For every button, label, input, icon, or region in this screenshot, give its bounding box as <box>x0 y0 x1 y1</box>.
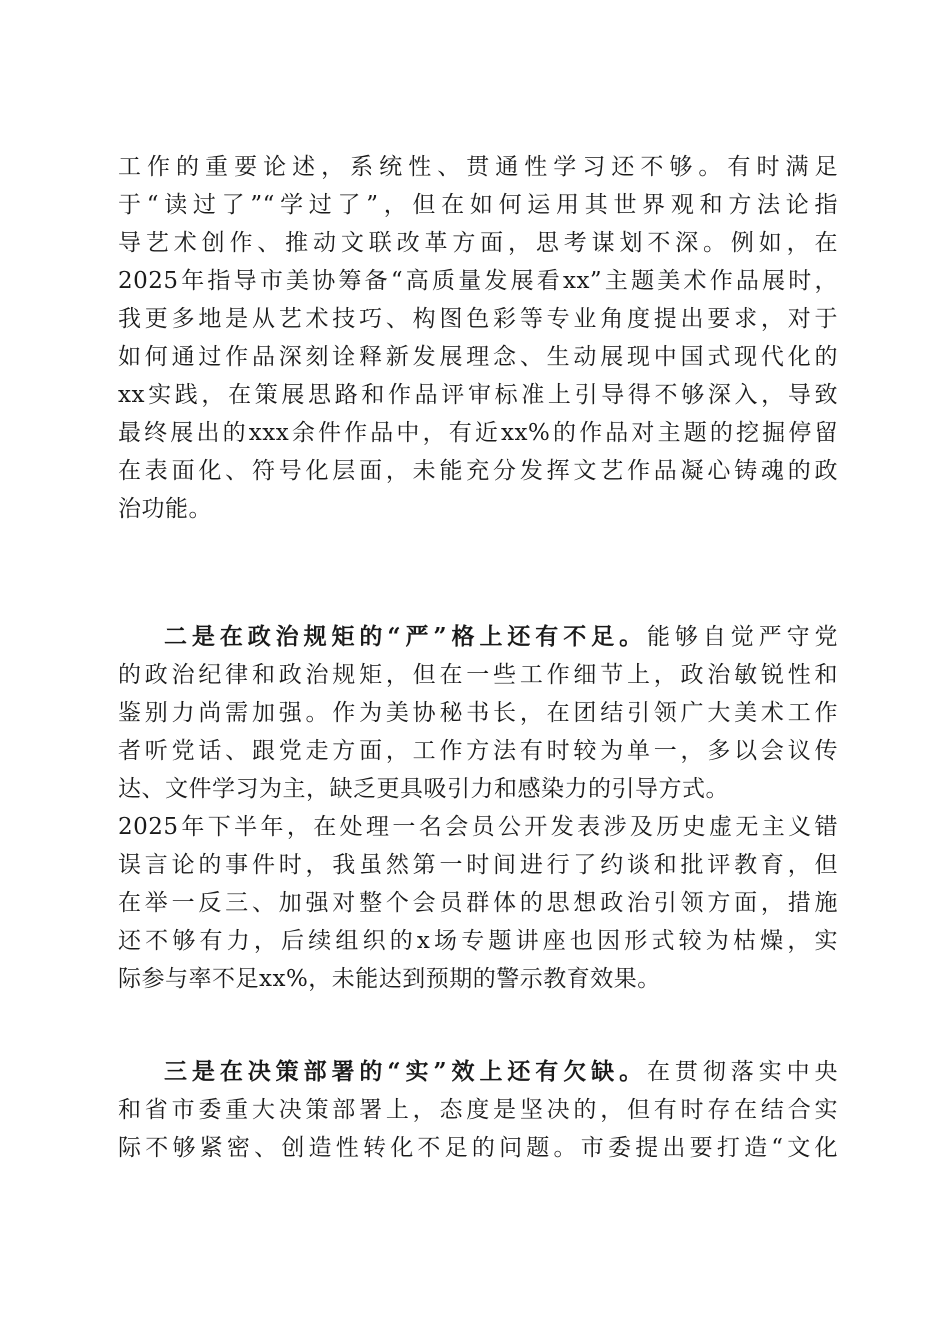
text-line: 在举一反三、加强对整个会员群体的思想政治引领方面，措施 <box>118 890 838 916</box>
text-line: 误言论的事件时，我虽然第一时间进行了约谈和批评教育，但 <box>118 852 838 878</box>
paragraph-first-line <box>118 618 838 656</box>
paragraph-3 <box>118 1053 838 1167</box>
text-line: 际不够紧密、创造性转化不足的问题。市委提出要打造“文化 <box>118 1135 838 1161</box>
text-line: 达、文件学习为主，缺乏更具吸引力和感染力的引导方式。 <box>118 776 729 802</box>
paragraph-2 <box>118 618 838 998</box>
text-line: 于“读过了”“学过了”，但在如何运用其世界观和方法论指 <box>118 192 838 218</box>
text-line: 治功能。 <box>118 496 212 522</box>
paragraph-first-line <box>118 1053 838 1091</box>
paragraph-heading: 二是在政治规矩的“严”格上还有不足。 <box>164 623 647 650</box>
text-line: 还不够有力，后续组织的x场专题讲座也因形式较为枯燥，实 <box>118 928 838 954</box>
text-line: 如何通过作品深刻诠释新发展理念、生动展现中国式现代化的 <box>118 344 838 370</box>
text-line: 我更多地是从艺术技巧、构图色彩等专业角度提出要求，对于 <box>118 306 838 332</box>
text-line: xx实践，在策展思路和作品评审标准上引导得不够深入，导致 <box>118 382 838 408</box>
text-line: 工作的重要论述，系统性、贯通性学习还不够。有时满足 <box>118 154 838 180</box>
text-line: 的政治纪律和政治规矩，但在一些工作细节上，政治敏锐性和 <box>118 662 838 688</box>
text-line: 在表面化、符号化层面，未能充分发挥文艺作品凝心铸魂的政 <box>118 458 838 484</box>
text-line: 者听党话、跟党走方面，工作方法有时较为单一，多以会议传 <box>118 738 838 764</box>
text-line: 和省市委重大决策部署上，态度是坚决的，但有时存在结合实 <box>118 1097 838 1123</box>
paragraph-heading: 三是在决策部署的“实”效上还有欠缺。 <box>164 1058 647 1085</box>
text-run: 能够自觉严守党 <box>646 624 838 650</box>
text-line: 2025年指导市美协筹备“高质量发展看xx”主题美术作品展时， <box>118 268 838 294</box>
text-line: 鉴别力尚需加强。作为美协秘书长，在团结引领广大美术工作 <box>118 700 838 726</box>
text-line: 最终展出的xxx余件作品中，有近xx%的作品对主题的挖掘停留 <box>118 420 838 446</box>
text-run: 在贯彻落实中央 <box>646 1059 838 1085</box>
text-line: 2025年下半年，在处理一名会员公开发表涉及历史虚无主义错 <box>118 814 838 840</box>
text-line: 导艺术创作、推动文联改革方面，思考谋划不深。例如，在 <box>118 230 838 256</box>
paragraph-1 <box>118 148 838 528</box>
text-line: 际参与率不足xx%，未能达到预期的警示教育效果。 <box>118 966 661 992</box>
